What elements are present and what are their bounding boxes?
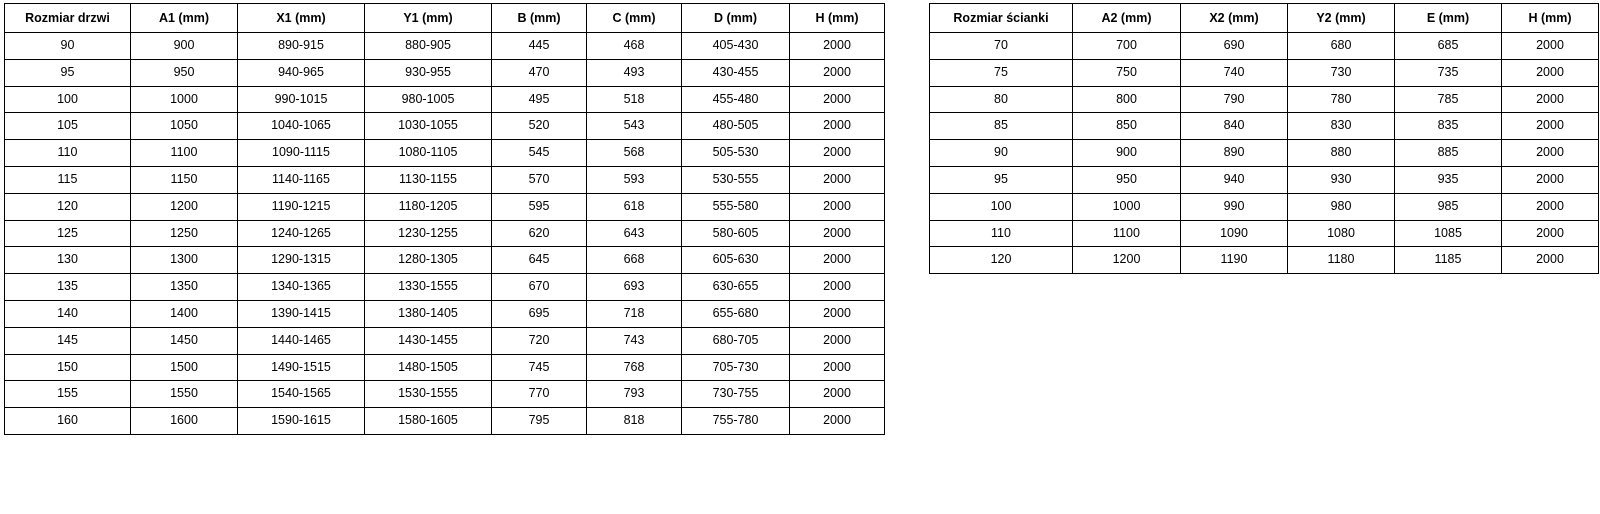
cell-door-size: 145 [5,327,131,354]
cell-a1: 1500 [131,354,238,381]
cell-door-size: 125 [5,220,131,247]
cell-b: 770 [492,381,587,408]
cell-c: 543 [587,113,682,140]
column-header-y2: Y2 (mm) [1288,4,1395,33]
cell-b: 670 [492,274,587,301]
cell-h: 2000 [790,327,885,354]
cell-x1: 1190-1215 [238,193,365,220]
cell-door-size: 155 [5,381,131,408]
cell-a1: 1450 [131,327,238,354]
cell-x1: 1590-1615 [238,408,365,435]
table-row [930,86,1599,113]
cell-x1: 1240-1265 [238,220,365,247]
cell-h: 2000 [1502,193,1599,220]
cell-a1: 1400 [131,300,238,327]
column-header-h: H (mm) [790,4,885,33]
cell-b: 570 [492,166,587,193]
table-row [930,247,1599,274]
cell-d: 730-755 [682,381,790,408]
cell-e: 935 [1395,166,1502,193]
table-row [5,327,885,354]
cell-y1: 880-905 [365,33,492,60]
cell-h: 2000 [1502,33,1599,60]
cell-door-size: 100 [5,86,131,113]
cell-c: 643 [587,220,682,247]
cell-c: 818 [587,408,682,435]
cell-h: 2000 [790,274,885,301]
cell-y1: 1030-1055 [365,113,492,140]
cell-wall-size: 110 [930,220,1073,247]
cell-x2: 790 [1181,86,1288,113]
table-row [5,59,885,86]
table-row [5,33,885,60]
cell-door-size: 150 [5,354,131,381]
table-row [5,166,885,193]
column-header-x1: X1 (mm) [238,4,365,33]
cell-y1: 930-955 [365,59,492,86]
cell-e: 735 [1395,59,1502,86]
cell-wall-size: 120 [930,247,1073,274]
cell-wall-size: 70 [930,33,1073,60]
walls-table-header [930,4,1599,33]
table-row [5,381,885,408]
cell-c: 493 [587,59,682,86]
cell-a1: 950 [131,59,238,86]
cell-y2: 880 [1288,140,1395,167]
cell-y1: 980-1005 [365,86,492,113]
cell-c: 568 [587,140,682,167]
table-row [5,354,885,381]
walls-dimensions-table [929,3,1599,274]
doors-dimensions-table-container [4,3,885,435]
table-row [930,113,1599,140]
cell-b: 495 [492,86,587,113]
cell-c: 618 [587,193,682,220]
column-header-x2: X2 (mm) [1181,4,1288,33]
cell-y2: 830 [1288,113,1395,140]
cell-wall-size: 95 [930,166,1073,193]
cell-x1: 1140-1165 [238,166,365,193]
cell-a1: 1050 [131,113,238,140]
cell-d: 680-705 [682,327,790,354]
cell-x2: 940 [1181,166,1288,193]
cell-h: 2000 [790,247,885,274]
cell-x1: 990-1015 [238,86,365,113]
cell-wall-size: 90 [930,140,1073,167]
cell-y1: 1430-1455 [365,327,492,354]
cell-h: 2000 [790,408,885,435]
cell-d: 505-530 [682,140,790,167]
cell-h: 2000 [790,59,885,86]
cell-x1: 1340-1365 [238,274,365,301]
cell-e: 1085 [1395,220,1502,247]
cell-y1: 1580-1605 [365,408,492,435]
cell-c: 768 [587,354,682,381]
cell-d: 530-555 [682,166,790,193]
cell-h: 2000 [1502,220,1599,247]
cell-d: 605-630 [682,247,790,274]
doors-table-header [5,4,885,33]
cell-h: 2000 [790,113,885,140]
table-row [5,140,885,167]
cell-h: 2000 [1502,86,1599,113]
column-header-e: E (mm) [1395,4,1502,33]
cell-x1: 1390-1415 [238,300,365,327]
walls-table-body [930,33,1599,274]
cell-h: 2000 [790,193,885,220]
cell-h: 2000 [790,381,885,408]
cell-e: 785 [1395,86,1502,113]
cell-b: 620 [492,220,587,247]
cell-y2: 730 [1288,59,1395,86]
cell-y1: 1230-1255 [365,220,492,247]
cell-h: 2000 [790,140,885,167]
cell-b: 470 [492,59,587,86]
cell-x1: 1290-1315 [238,247,365,274]
table-row [5,274,885,301]
cell-d: 455-480 [682,86,790,113]
cell-y2: 930 [1288,166,1395,193]
column-header-a1: A1 (mm) [131,4,238,33]
column-header-b: B (mm) [492,4,587,33]
cell-a1: 1600 [131,408,238,435]
cell-wall-size: 100 [930,193,1073,220]
cell-c: 743 [587,327,682,354]
cell-x1: 890-915 [238,33,365,60]
doors-table-body [5,33,885,435]
cell-x1: 1540-1565 [238,381,365,408]
cell-d: 580-605 [682,220,790,247]
cell-b: 445 [492,33,587,60]
table-row [5,86,885,113]
cell-a1: 1300 [131,247,238,274]
cell-x2: 840 [1181,113,1288,140]
cell-d: 555-580 [682,193,790,220]
cell-door-size: 130 [5,247,131,274]
cell-b: 745 [492,354,587,381]
cell-e: 1185 [1395,247,1502,274]
cell-h: 2000 [790,33,885,60]
cell-a2: 1000 [1073,193,1181,220]
cell-door-size: 120 [5,193,131,220]
cell-door-size: 105 [5,113,131,140]
cell-a1: 1550 [131,381,238,408]
cell-x1: 1490-1515 [238,354,365,381]
table-row [930,166,1599,193]
cell-door-size: 95 [5,59,131,86]
cell-a2: 1100 [1073,220,1181,247]
cell-wall-size: 80 [930,86,1073,113]
cell-door-size: 135 [5,274,131,301]
cell-y1: 1180-1205 [365,193,492,220]
cell-c: 593 [587,166,682,193]
cell-a1: 900 [131,33,238,60]
cell-wall-size: 85 [930,113,1073,140]
cell-door-size: 160 [5,408,131,435]
cell-b: 520 [492,113,587,140]
cell-door-size: 140 [5,300,131,327]
cell-y2: 780 [1288,86,1395,113]
cell-x1: 1040-1065 [238,113,365,140]
cell-a1: 1100 [131,140,238,167]
cell-b: 695 [492,300,587,327]
cell-x2: 740 [1181,59,1288,86]
cell-door-size: 115 [5,166,131,193]
cell-c: 793 [587,381,682,408]
cell-a1: 1350 [131,274,238,301]
cell-y1: 1080-1105 [365,140,492,167]
table-row [5,220,885,247]
cell-a2: 1200 [1073,247,1181,274]
cell-d: 655-680 [682,300,790,327]
cell-c: 718 [587,300,682,327]
cell-c: 468 [587,33,682,60]
cell-y1: 1280-1305 [365,247,492,274]
cell-c: 518 [587,86,682,113]
cell-d: 430-455 [682,59,790,86]
cell-c: 668 [587,247,682,274]
cell-h: 2000 [1502,140,1599,167]
column-header-h: H (mm) [1502,4,1599,33]
column-header-d: D (mm) [682,4,790,33]
table-row [5,408,885,435]
cell-h: 2000 [1502,166,1599,193]
cell-y2: 1080 [1288,220,1395,247]
cell-h: 2000 [790,166,885,193]
cell-h: 2000 [790,86,885,113]
cell-h: 2000 [1502,113,1599,140]
cell-x1: 940-965 [238,59,365,86]
table-row [930,33,1599,60]
cell-x2: 890 [1181,140,1288,167]
table-header-row [5,4,885,33]
cell-b: 645 [492,247,587,274]
doors-dimensions-table [4,3,885,435]
cell-d: 630-655 [682,274,790,301]
table-header-row [930,4,1599,33]
cell-y2: 1180 [1288,247,1395,274]
cell-a1: 1200 [131,193,238,220]
cell-door-size: 90 [5,33,131,60]
cell-x1: 1440-1465 [238,327,365,354]
column-header-door-size: Rozmiar drzwi [5,4,131,33]
cell-e: 885 [1395,140,1502,167]
table-row [930,220,1599,247]
cell-b: 595 [492,193,587,220]
table-row [5,193,885,220]
column-header-wall-size: Rozmiar ścianki [930,4,1073,33]
column-header-y1: Y1 (mm) [365,4,492,33]
cell-y2: 680 [1288,33,1395,60]
cell-d: 755-780 [682,408,790,435]
cell-x1: 1090-1115 [238,140,365,167]
cell-a2: 950 [1073,166,1181,193]
cell-e: 985 [1395,193,1502,220]
walls-dimensions-table-container [929,3,1599,274]
cell-b: 720 [492,327,587,354]
column-header-a2: A2 (mm) [1073,4,1181,33]
table-row [930,59,1599,86]
cell-a1: 1250 [131,220,238,247]
cell-y1: 1130-1155 [365,166,492,193]
table-row [5,300,885,327]
cell-y1: 1380-1405 [365,300,492,327]
cell-h: 2000 [1502,247,1599,274]
cell-b: 545 [492,140,587,167]
cell-y1: 1530-1555 [365,381,492,408]
cell-a2: 850 [1073,113,1181,140]
cell-y1: 1330-1555 [365,274,492,301]
cell-x2: 1190 [1181,247,1288,274]
cell-door-size: 110 [5,140,131,167]
cell-h: 2000 [790,354,885,381]
table-row [5,247,885,274]
cell-y1: 1480-1505 [365,354,492,381]
cell-a2: 800 [1073,86,1181,113]
cell-c: 693 [587,274,682,301]
cell-e: 835 [1395,113,1502,140]
cell-a2: 900 [1073,140,1181,167]
cell-a1: 1150 [131,166,238,193]
cell-a1: 1000 [131,86,238,113]
cell-b: 795 [492,408,587,435]
cell-h: 2000 [790,300,885,327]
cell-d: 705-730 [682,354,790,381]
cell-a2: 750 [1073,59,1181,86]
column-header-c: C (mm) [587,4,682,33]
cell-h: 2000 [790,220,885,247]
table-row [930,140,1599,167]
table-row [5,113,885,140]
cell-e: 685 [1395,33,1502,60]
cell-a2: 700 [1073,33,1181,60]
cell-d: 405-430 [682,33,790,60]
table-row [930,193,1599,220]
cell-d: 480-505 [682,113,790,140]
cell-y2: 980 [1288,193,1395,220]
cell-wall-size: 75 [930,59,1073,86]
cell-x2: 690 [1181,33,1288,60]
cell-h: 2000 [1502,59,1599,86]
cell-x2: 1090 [1181,220,1288,247]
cell-x2: 990 [1181,193,1288,220]
